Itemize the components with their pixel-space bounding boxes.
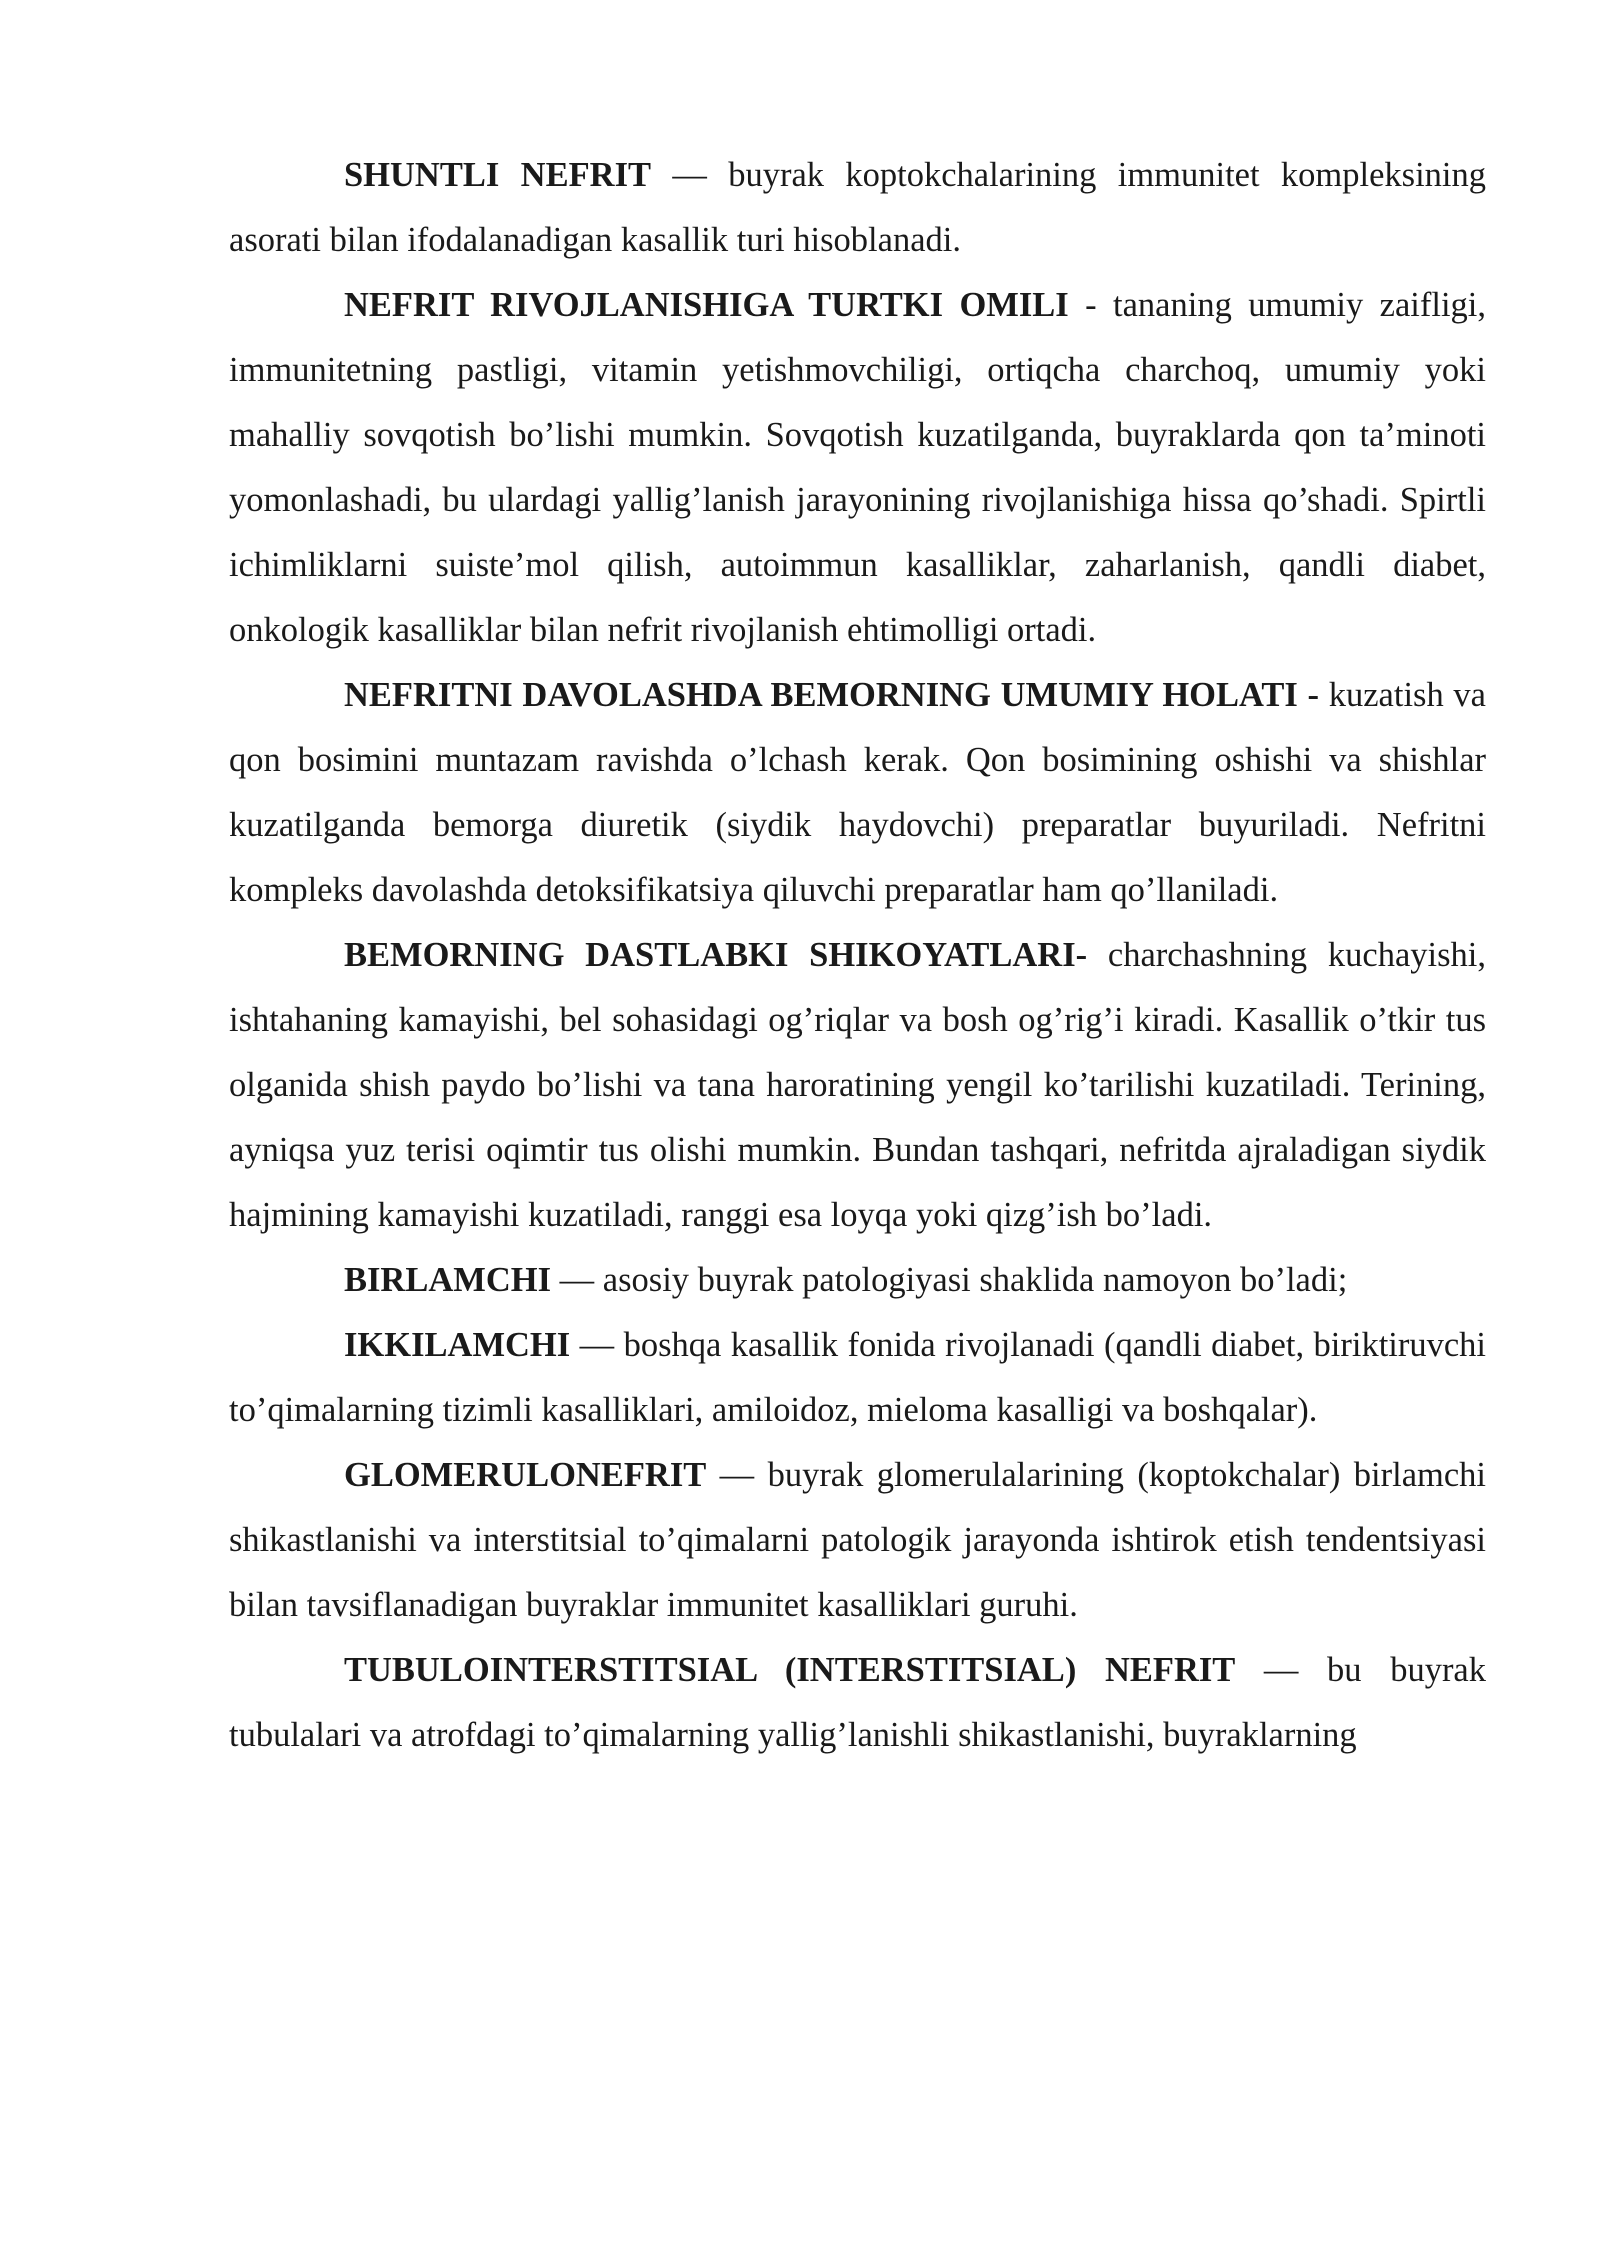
paragraph-text: - tananing umumiy zaifligi, immunitetning pastligi, vitamin yetishmovchiligi, ortiqcha charchoq, umumiy yoki mahalliy sovqotish bo’lishi mumkin. Sovqotish kuzatilganda, buyraklarda qon ta’minoti yomonlashadi, bu ulardagi yallig’lanish jarayonining rivojlanishiga hissa qo’shadi. Spirtli ichimliklarni suiste’mol qilish, autoimmun kasalliklar, zaharlanish, qandli diabet, onkologik kasalliklar bilan nefrit rivojlanish ehtimolligi ortadi. xyxy=(229,286,1486,649)
paragraph-shuntli-nefrit xyxy=(229,143,1486,273)
paragraph-text: kuzatish va qon bosimini muntazam ravishda o’lchash kerak. Qon bosimining oshishi va shishlar kuzatilganda bemorga diuretik (siydik haydovchi) preparatlar buyuriladi. Nefritni kompleks davolashda detoksifikatsiya qiluvchi preparatlar ham qo’llaniladi. xyxy=(229,676,1486,909)
term-heading: NEFRIT RIVOJLANISHIGA TURTKI OMILI xyxy=(344,286,1069,324)
term-heading: GLOMERULONEFRIT xyxy=(344,1456,707,1494)
paragraph-tubulointerstitsial xyxy=(229,1638,1486,1768)
paragraph-glomerulonefrit xyxy=(229,1443,1486,1638)
paragraph-nefrit-turtki-omili xyxy=(229,273,1486,663)
term-heading: NEFRITNI DAVOLASHDA BEMORNING UMUMIY HOLATI - xyxy=(344,676,1320,714)
paragraph-text: charchashning kuchayishi, ishtahaning kamayishi, bel sohasidagi og’riqlar va bosh og’rig’i kiradi. Kasallik o’tkir tus olganida shish paydo bo’lishi va tana haroratining yengil ko’tarilishi kuzatiladi. Terining, ayniqsa yuz terisi oqimtir tus olishi mumkin. Bundan tashqari, nefritda ajraladigan siydik hajmining kamayishi kuzatiladi, ranggi esa loyqa yoki qizg’ish bo’ladi. xyxy=(229,936,1486,1234)
term-heading: IKKILAMCHI xyxy=(344,1326,571,1364)
paragraph-text: — asosiy buyrak patologiyasi shaklida namoyon bo’ladi; xyxy=(551,1261,1348,1299)
term-heading: BEMORNING DASTLABKI SHIKOYATLARI- xyxy=(344,936,1088,974)
paragraph-text: — buyrak glomerulalarining (koptokchalar) birlamchi shikastlanishi va interstitsial to’qimalarni patologik jarayonda ishtirok etish tendentsiyasi bilan tavsiflanadigan buyraklar immunitet kasalliklari guruhi. xyxy=(229,1456,1486,1624)
term-heading: SHUNTLI NEFRIT xyxy=(344,156,652,194)
paragraph-text: — bu buyrak tubulalari va atrofdagi to’qimalarning yallig’lanishli shikastlanishi, buyraklarning xyxy=(229,1651,1486,1754)
term-heading: BIRLAMCHI xyxy=(344,1261,552,1299)
paragraph-davolashda-holati xyxy=(229,663,1486,923)
paragraph-birlamchi xyxy=(229,1248,1486,1313)
paragraph-dastlabki-shikoyatlari xyxy=(229,923,1486,1248)
document-body xyxy=(229,143,1486,1768)
paragraph-text: — buyrak koptokchalarining immunitet kompleksining asorati bilan ifodalanadigan kasallik turi hisoblanadi. xyxy=(229,156,1486,259)
term-heading: TUBULOINTERSTITSIAL (INTERSTITSIAL) NEFRIT xyxy=(344,1651,1236,1689)
paragraph-text: — boshqa kasallik fonida rivojlanadi (qandli diabet, biriktiruvchi to’qimalarning tizimli kasalliklari, amiloidoz, mieloma kasalligi va boshqalar). xyxy=(229,1326,1486,1429)
paragraph-ikkilamchi xyxy=(229,1313,1486,1443)
